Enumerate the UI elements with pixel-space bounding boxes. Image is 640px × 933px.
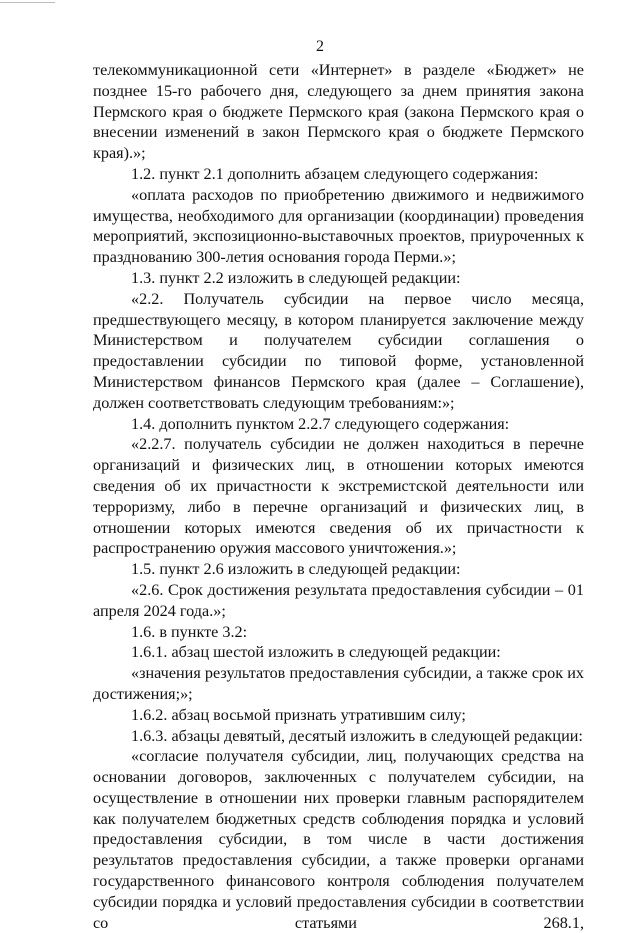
paragraph-quote-2-1: «оплата расходов по приобретению движимого и недвижимого имущества, необходимого для организации (координации) проведения мероприятий, экспозиционно-выставочных проектов, приуроченных к празднованию 300-летия основания города Перми.»; bbox=[93, 185, 584, 267]
paragraph-item-1-2: 1.2. пункт 2.1 дополнить абзацем следующего содержания: bbox=[131, 164, 539, 183]
paragraph-quote-2-2: «2.2. Получатель субсидии на первое число месяца, предшествующего месяцу, в котором планируется заключение между Министерством и получателем субсидии соглашения о предоставлении субсидии по типовой форме, установленной Министерством финансов Пермского края (далее – Соглашение), должен соответствовать следующим требованиям:»; bbox=[93, 289, 584, 412]
paragraph-continuation: телекоммуникационной сети «Интернет» в разделе «Бюджет» не позднее 15-го рабочего дня, следующего за днем принятия закона Пермского края о бюджете Пермского края (закона Пермского края о внесении изменений в закон Пермского края о бюджете Пермского края).»; bbox=[93, 61, 584, 163]
paragraph-item-1-5: 1.5. пункт 2.6 изложить в следующей редакции: bbox=[131, 560, 461, 579]
paragraph-quote-abzac-6: «значения результатов предоставления субсидии, а также срок их достижения;»; bbox=[93, 664, 584, 703]
paragraph-item-1-3: 1.3. пункт 2.2 изложить в следующей редакции: bbox=[131, 268, 461, 287]
paragraph-item-1-6-3: 1.6.3. абзацы девятый, десятый изложить в следующей редакции: bbox=[131, 726, 583, 745]
paragraph-item-1-6-1: 1.6.1. абзац шестой изложить в следующей редакции: bbox=[131, 643, 501, 662]
paragraph-quote-abzac-9: «согласие получателя субсидии, лиц, получающих средства на основании договоров, заключенных с получателем субсидии, на осуществление в отношении них проверки главным распорядителем как получателем бюджетных средств соблюдения порядка и условий предоставления субсидии, в том числе в части достижения результатов предоставления субсидии, а также проверки органами государственного финансового контроля соблюдения получателем субсидии порядка и условий предоставления субсидии в соответствии со статьями 268.1, bbox=[93, 747, 584, 932]
document-body bbox=[93, 60, 584, 933]
page-number: 2 bbox=[316, 38, 324, 55]
paragraph-item-1-6-2: 1.6.2. абзац восьмой признать утратившим силу; bbox=[131, 705, 466, 724]
paragraph-item-1-4: 1.4. дополнить пунктом 2.2.7 следующего содержания: bbox=[131, 414, 510, 433]
paragraph-item-1-6: 1.6. в пункте 3.2: bbox=[131, 622, 248, 641]
paragraph-quote-2-2-7: «2.2.7. получатель субсидии не должен находиться в перечне организаций и физических лиц, в отношении которых имеются сведения об их причастности к экстремистской деятельности или терроризму, либо в перечне организаций и физических лиц, в отношении которых имеются сведения об их причастности к распространению оружия массового уничтожения.»; bbox=[93, 435, 584, 558]
scan-edge-mark bbox=[0, 0, 55, 3]
paragraph-quote-2-6: «2.6. Срок достижения результата предоставления субсидии – 01 апреля 2024 года.»; bbox=[93, 580, 584, 620]
